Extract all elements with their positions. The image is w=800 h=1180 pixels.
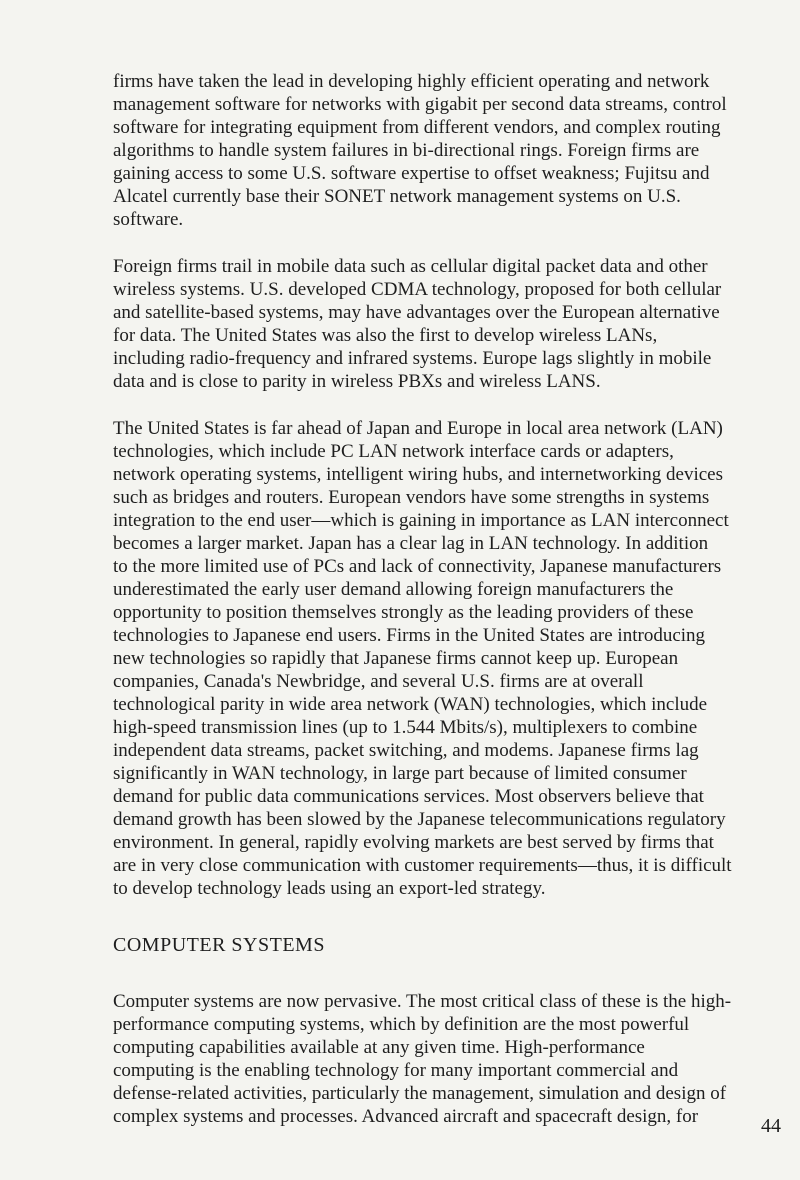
paragraph-network-software: firms have taken the lead in developing highly efficient operating and network management software for networks with gigabit per second data streams, control software for integrating equipment from different vendors, and complex routing algorithms to handle system failures in bi-directional rings. Foreign firms are gaining access to some U.S. software expertise to offset weakness; Fujitsu and Alcatel currently base their SONET network management systems on U.S. software. xyxy=(113,71,727,230)
text-column xyxy=(113,70,785,1128)
paragraph-computer-systems: Computer systems are now pervasive. The most critical class of these is the high- performance computing systems, which by definition are the most powerful computing capabilities available at any given time. High-performance computing is the enabling technology for many important commercial and defense-related activities, particularly the management, simulation and design of complex systems and processes. Advanced aircraft and spacecraft design, for xyxy=(113,991,732,1127)
paragraph-lan-wan: The United States is far ahead of Japan and Europe in local area network (LAN) technologies, which include PC LAN network interface cards or adapters, network operating systems, intelligent wiring hubs, and internetworking devices such as bridges and routers. European vendors have some strengths in systems integration to the end user—which is gaining in importance as LAN interconnect becomes a larger market. Japan has a clear lag in LAN technology. In addition to the more limited use of PCs and lack of connectivity, Japanese manufacturers underestimated the early user demand allowing foreign manufacturers the opportunity to position themselves strongly as the leading providers of these technologies to Japanese end users. Firms in the United States are introducing new technologies so rapidly that Japanese firms cannot keep up. European companies, Canada's Newbridge, and several U.S. firms are at overall technological parity in wide area network (WAN) technologies, which include high-speed transmission lines (up to 1.544 Mbits/s), multiplexers to combine independent data streams, packet switching, and modems. Japanese firms lag significantly in WAN technology, in large part because of limited consumer demand for public data communications services. Most observers believe that demand growth has been slowed by the Japanese telecommunications regulatory environment. In general, rapidly evolving markets are best served by firms that are in very close communication with customer requirements—thus, it is difficult to develop technology leads using an export-led strategy. xyxy=(113,418,732,899)
section-heading-computer-systems: COMPUTER SYSTEMS xyxy=(113,934,325,956)
page-number: 44 xyxy=(761,1115,781,1137)
paragraph-mobile-data: Foreign firms trail in mobile data such as cellular digital packet data and other wireless systems. U.S. developed CDMA technology, proposed for both cellular and satellite-based systems, may have advantages over the European alternative for data. The United States was also the first to develop wireless LANs, including radio-frequency and infrared systems. Europe lags slightly in mobile data and is close to parity in wireless PBXs and wireless LANS. xyxy=(113,256,722,392)
